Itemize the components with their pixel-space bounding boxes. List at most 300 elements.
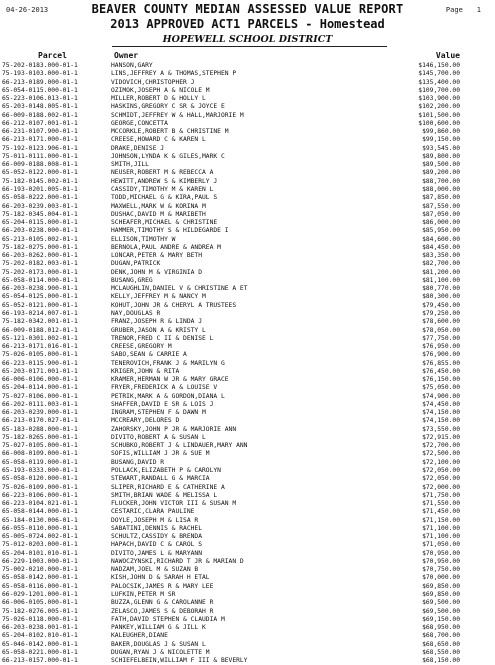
assessed-value: $80,300.00 [422,293,460,301]
owner-name: CASSIDY,TIMOTHY M & KAREN L [111,185,214,193]
assessed-value: $83,350.00 [422,252,460,260]
assessed-value: $68,700.00 [422,632,460,640]
table-row [0,533,495,541]
assessed-value: $88,000.00 [422,185,460,193]
table-row [0,450,495,458]
assessed-value: $77,750.00 [422,334,460,342]
parcel-id: 75-182-0265.000-01-1 [2,433,78,441]
table-row [0,492,495,500]
table-row [0,153,495,161]
owner-name: MILLER,ROBERT D & HOLLY L [111,95,206,103]
assessed-value: $71,750.00 [422,491,460,499]
table-row [0,178,495,186]
assessed-value: $103,900.00 [418,95,460,103]
table-row [0,302,495,310]
parcel-id: 65-203-0148.005-01-1 [2,103,78,111]
assessed-value: $86,000.00 [422,219,460,227]
assessed-value: $69,500.00 [422,599,460,607]
assessed-value: $89,800.00 [422,152,460,160]
parcel-id: 65-058-0116.000-01-1 [2,582,78,590]
assessed-value: $74,450.00 [422,400,460,408]
assessed-value: $79,450.00 [422,301,460,309]
parcel-id: 66-193-0214.007-01-1 [2,309,78,317]
owner-name: DUGAN,PATRICK [111,260,161,268]
assessed-value: $71,100.00 [422,524,460,532]
table-row [0,351,495,359]
table-row [0,112,495,120]
table-row [0,649,495,657]
owner-name: HAPACH,DAVID C & CAROL S [111,541,202,549]
table-row [0,641,495,649]
owner-name: DRAKE,DENISE J [111,144,165,152]
parcel-id: 66-213-0157.000-01-1 [2,657,78,665]
table-row [0,87,495,95]
parcel-id: 65-204-0114.000-01-1 [2,384,78,392]
owner-name: MCLAUGHLIN,DANIEL V & CHRISTINE A ET [111,285,248,293]
parcel-id: 66-213-0171.016-01-1 [2,343,78,351]
assessed-value: $76,450.00 [422,367,460,375]
owner-name: FRANZ,JOSEPH R & LINDA J [111,318,202,326]
table-row [0,459,495,467]
owner-name: BERNOLA,PAUL ANDRE & ANDREA M [111,243,221,251]
owner-name: FLUCKER,JOHN VICTOR III & SUSAN M [111,500,237,508]
owner-name: DUSHAC,DAVID M & MARIBETH [111,210,206,218]
assessed-value: $80,770.00 [422,285,460,293]
assessed-value: $71,550.00 [422,500,460,508]
owner-name: ZAHORSKY,JOHN P JR & MARJORIE ANN [111,425,237,433]
parcel-id: 65-121-0301.002-01-1 [2,334,78,342]
owner-name: PALOCSIK,JAMES R & MARY LEE [111,582,214,590]
assessed-value: $81,100.00 [422,276,460,284]
owner-name: MAXWELL,MARK W & KORINA M [111,202,206,210]
table-row [0,136,495,144]
table-row [0,161,495,169]
parcel-id: 66-009-0188.012-01-1 [2,326,78,334]
assessed-value: $78,050.00 [422,326,460,334]
owner-name: JOHNSON,LYNDA K & GILES,MARK C [111,152,225,160]
owner-name: ZELASCO,JAMES S & DEBORAH R [111,607,214,615]
parcel-id: 66-009-0188.002-01-1 [2,111,78,119]
table-row [0,583,495,591]
assessed-value: $69,500.00 [422,607,460,615]
owner-name: NAY,DOUGLAS R [111,309,161,317]
assessed-value: $85,950.00 [422,227,460,235]
owner-name: CREESE,GREGORY M [111,343,172,351]
owner-name: SLIPER,RICHARD E & CATHERINE A [111,483,225,491]
parcel-id: 65-054-0115.000-01-1 [2,86,78,94]
table-row [0,252,495,260]
table-row [0,624,495,632]
parcel-id: 66-009-0188.008-01-1 [2,161,78,169]
owner-name: HASKINS,GREGORY C SR & JOYCE E [111,103,225,111]
owner-name: POLLACK,ELIZABETH P & CAROLYN [111,467,221,475]
parcel-id: 65-058-0142.000-01-1 [2,574,78,582]
owner-name: DIVITO,JAMES L & MARYANN [111,549,202,557]
table-row [0,525,495,533]
owner-name: VIDOVICH,CHRISTOPHER J [111,78,195,86]
parcel-id: 75-026-0105.000-01-1 [2,351,78,359]
owner-name: LONCAR,PETER & MARY BETH [111,252,202,260]
assessed-value: $89,200.00 [422,169,460,177]
report-subtitle: 2013 APPROVED ACT1 PARCELS - Homestead [110,17,385,31]
table-row [0,368,495,376]
assessed-value: $69,850.00 [422,582,460,590]
parcel-id: 66-006-0105.000-01-1 [2,599,78,607]
parcel-id: 66-229-1003.000-01-1 [2,557,78,565]
assessed-value: $76,855.00 [422,359,460,367]
assessed-value: $76,900.00 [422,351,460,359]
parcel-id: 65-058-0114.000-01-1 [2,276,78,284]
owner-name: NAWOCZYNSKI,RICHARD T JR & MARIAN D [111,557,244,565]
table-row [0,657,495,665]
assessed-value: $72,700.00 [422,442,460,450]
owner-name: PETRIK,MARK A & GORDON,DIANA L [111,392,225,400]
assessed-value: $72,500.00 [422,450,460,458]
table-row [0,285,495,293]
owner-name: GEORGE,CONCETTA [111,119,168,127]
parcel-id: 75-182-0342.001-01-1 [2,318,78,326]
parcel-id: 75-027-0105.000-01-1 [2,442,78,450]
table-row [0,566,495,574]
owner-name: STEWART,RANDALL G & MARCIA [111,475,210,483]
table-row [0,335,495,343]
assessed-value: $72,915.00 [422,433,460,441]
assessed-value: $89,500.00 [422,161,460,169]
owner-name: TENEROVICH,FRANK J & MARILYN G [111,359,225,367]
table-row [0,343,495,351]
parcel-id: 65-204-0101.010-01-1 [2,549,78,557]
assessed-value: $72,050.00 [422,475,460,483]
table-row [0,203,495,211]
owner-name: MCCREARY,DELORES D [111,417,180,425]
owner-name: DOYLE,JOSEPH M & LISA R [111,516,199,524]
parcel-id: 66-193-0201.005-01-1 [2,185,78,193]
assessed-value: $75,050.00 [422,384,460,392]
parcel-id: 65-052-0121.000-01-1 [2,301,78,309]
owner-name: KRAMER,HERMAN W JR & MARY GRACE [111,376,229,384]
assessed-value: $72,100.00 [422,458,460,466]
table-row [0,293,495,301]
assessed-value: $70,950.00 [422,549,460,557]
parcel-id: 65-184-0130.006-01-1 [2,516,78,524]
assessed-value: $71,150.00 [422,516,460,524]
owner-name: FATH,DAVID STEPHEN & CLAUDIA M [111,615,225,623]
assessed-value: $79,250.00 [422,309,460,317]
table-row [0,574,495,582]
assessed-value: $146,150.00 [418,62,460,69]
table-row [0,327,495,335]
owner-name: KOHUT,JOHN JR & CHERYL A TRUSTEES [111,301,237,309]
assessed-value: $99,150.00 [422,136,460,144]
parcel-id: 75-182-0275.000-01-1 [2,243,78,251]
column-header-parcel: Parcel [38,51,67,60]
table-row [0,500,495,508]
owner-name: KISH,JOHN D & SARAH H ETAL [111,574,210,582]
owner-name: OZIMOK,JOSEPH A & NICOLE M [111,86,210,94]
owner-name: KALEUGHER,DIANE [111,632,168,640]
owner-name: BAKER,DOUGLAS J & SUSAN L [111,640,206,648]
assessed-value: $71,450.00 [422,508,460,516]
report-title: BEAVER COUNTY MEDIAN ASSESSED VALUE REPORT [91,2,404,16]
table-row [0,62,495,70]
table-row [0,219,495,227]
assessed-value: $145,700.00 [418,70,460,78]
parcel-id: 66-202-0111.003-01-1 [2,400,78,408]
parcel-id: 66-213-0171.000-01-1 [2,136,78,144]
owner-name: SHAFFER,DAVID E SR & LOIS J [111,400,214,408]
owner-name: MCCORKLE,ROBERT B & CHRISTINE M [111,128,229,136]
table-row [0,401,495,409]
table-row [0,384,495,392]
page-number: 1 [476,6,481,14]
owner-name: NADZAM,JOEL M & SUZAN B [111,566,199,574]
table-row [0,194,495,202]
assessed-value: $100,600.00 [418,119,460,127]
parcel-id: 66-203-0239.003-01-1 [2,202,78,210]
assessed-value: $74,900.00 [422,392,460,400]
parcel-id: 65-058-0144.000-01-1 [2,508,78,516]
assessed-value: $68,550.00 [422,648,460,656]
owner-name: KRIGER,JOHN & RITA [111,367,180,375]
parcel-id: 65-223-0106.013-01-1 [2,95,78,103]
assessed-value: $74,150.00 [422,417,460,425]
table-row [0,236,495,244]
owner-name: DIVITO,ROBERT A & SUSAN L [111,433,206,441]
parcel-id: 66-213-0189.000-01-1 [2,78,78,86]
assessed-value: $93,545.00 [422,144,460,152]
assessed-value: $99,860.00 [422,128,460,136]
table-row [0,442,495,450]
owner-name: BUSANG,GREG [111,276,153,284]
assessed-value: $68,650.00 [422,640,460,648]
assessed-value: $87,050.00 [422,210,460,218]
assessed-value: $76,950.00 [422,343,460,351]
parcel-id: 65-005-0724.002-01-1 [2,533,78,541]
table-row [0,95,495,103]
assessed-value: $87,850.00 [422,194,460,202]
owner-name: SABATINI,DENNIS & RACHEL [111,524,202,532]
owner-name: GRUBER,JASON A & KRISTY L [111,326,206,334]
parcel-id: 75-002-0210.000-01-1 [2,566,78,574]
parcel-id: 65-203-0171.001-01-1 [2,367,78,375]
owner-name: SMITH,JILL [111,161,149,169]
assessed-value: $82,700.00 [422,260,460,268]
parcel-id: 75-012-0203.000-01-1 [2,541,78,549]
assessed-value: $68,150.00 [422,657,460,665]
owner-name: KELLY,JEFFREY M & NANCY M [111,293,206,301]
assessed-value: $76,150.00 [422,376,460,384]
report-date: 04-26-2013 [6,6,49,14]
table-row [0,409,495,417]
title-underline [112,46,387,47]
table-row [0,318,495,326]
parcel-id: 75-026-0118.000-01-1 [2,615,78,623]
owner-name: LUFKIN,PETER M SR [111,591,176,598]
assessed-value: $71,100.00 [422,533,460,541]
assessed-value: $135,400.00 [418,78,460,86]
parcel-id: 75-182-0145.002-01-1 [2,177,78,185]
owner-name: SCHUBKO,ROBERT J & LINDAUER,MARY ANN [111,442,248,450]
table-row [0,434,495,442]
parcel-id: 75-202-0182.003-01-1 [2,260,78,268]
parcel-id: 75-182-0345.004-01-1 [2,210,78,218]
table-row [0,376,495,384]
table-row [0,591,495,599]
assessed-value: $84,450.00 [422,243,460,251]
parcel-id: 65-193-0333.000-01-1 [2,467,78,475]
table-row [0,550,495,558]
assessed-value: $87,550.00 [422,202,460,210]
table-row [0,608,495,616]
parcel-id: 65-058-0221.000-01-1 [2,648,78,656]
table-row [0,426,495,434]
assessed-value: $109,700.00 [418,86,460,94]
parcel-id: 66-203-0238.900-01-1 [2,285,78,293]
table-row [0,475,495,483]
table-row [0,310,495,318]
owner-name: BUSANG,DAVID R [111,458,165,466]
table-row [0,541,495,549]
owner-name: SABO,SEAN & CARRIE A [111,351,187,359]
owner-name: NEUSER,ROBERT M & REBECCA A [111,169,214,177]
table-row [0,360,495,368]
parcel-id: 66-223-0106.000-01-1 [2,491,78,499]
owner-name: DENK,JOHN M & VIRGINIA D [111,268,202,276]
table-row [0,145,495,153]
assessed-value: $72,000.00 [422,483,460,491]
owner-name: LINS,JEFFREY A & THOMAS,STEPHEN P [111,70,237,78]
assessed-value: $74,150.00 [422,409,460,417]
table-row [0,417,495,425]
assessed-value: $70,750.00 [422,566,460,574]
parcel-id: 75-193-0103.000-01-1 [2,70,78,78]
table-row [0,616,495,624]
table-row [0,517,495,525]
owner-name: CREESE,HOWARD C & KAREN L [111,136,206,144]
parcel-id: 65-058-0120.000-01-1 [2,475,78,483]
parcel-id: 75-202-0183.000-01-1 [2,62,78,69]
table-row [0,558,495,566]
owner-name: TODD,MICHAEL G & KIRA,PAUL S [111,194,218,202]
parcel-id: 65-204-0102.010-01-1 [2,632,78,640]
owner-name: CESTARIC,CLARA PAULINE [111,508,195,516]
parcel-id: 66-223-0104.021-01-1 [2,500,78,508]
table-row [0,227,495,235]
parcel-id: 75-011-0111.000-01-1 [2,152,78,160]
table-row [0,277,495,285]
owner-name: SMITH,BRIAN WADE & MELISSA L [111,491,218,499]
owner-name: SOFIS,WILLIAM J JR & SUE M [111,450,210,458]
table-row [0,599,495,607]
parcel-id: 66-203-0239.000-01-1 [2,409,78,417]
owner-name: SCHIEFELBEIN,WILLIAM F III & BEVERLY [111,657,248,665]
parcel-id: 65-183-0288.000-01-1 [2,425,78,433]
table-row [0,120,495,128]
assessed-value: $70,950.00 [422,557,460,565]
owner-name: TRENOR,FRED C II & DENISE L [111,334,214,342]
assessed-value: $72,050.00 [422,467,460,475]
table-row [0,211,495,219]
parcel-id: 66-029-1201.000-01-1 [2,591,78,598]
parcel-id: 66-231-0107.900-01-1 [2,128,78,136]
parcel-id: 75-202-0173.000-01-1 [2,268,78,276]
parcel-id: 65-204-0115.000-01-1 [2,219,78,227]
owner-name: HEWITT,ANDREW S & KIMBERLY J [111,177,218,185]
parcel-id: 65-052-0122.000-01-1 [2,169,78,177]
assessed-value: $101,500.00 [418,111,460,119]
assessed-value: $69,150.00 [422,615,460,623]
assessed-value: $68,950.00 [422,624,460,632]
assessed-value: $69,850.00 [422,591,460,598]
parcel-id: 65-058-0222.000-01-1 [2,194,78,202]
owner-name: HAMMER,TIMOTHY S & HILDEGARDE I [111,227,229,235]
assessed-value: $88,700.00 [422,177,460,185]
table-row [0,393,495,401]
parcel-id: 65-213-0105.002-01-1 [2,235,78,243]
table-row [0,484,495,492]
parcel-id: 66-213-0170.027-01-1 [2,417,78,425]
owner-name: DUGAN,RYAN J & NICOLETTE M [111,648,210,656]
parcel-id: 66-006-0106.000-01-1 [2,376,78,384]
table-row [0,244,495,252]
column-header-owner: Owner [114,51,139,60]
parcel-id: 65-058-0119.000-01-1 [2,458,78,466]
parcel-id: 66-212-0107.001-01-1 [2,119,78,127]
owner-name: PANKEY,WILLIAM G & JILL K [111,624,206,632]
assessed-value: $102,200.00 [418,103,460,111]
table-row [0,103,495,111]
parcel-table [0,62,495,665]
assessed-value: $78,600.00 [422,318,460,326]
table-row [0,269,495,277]
owner-name: SCHULTZ,CASSIDY & BRENDA [111,533,202,541]
table-row [0,186,495,194]
owner-name: ELLISON,TIMOTHY W [111,235,176,243]
owner-name: FRYER,FREDERICK A & LOUISE V [111,384,218,392]
parcel-id: 65-054-0125.000-01-1 [2,293,78,301]
table-row [0,467,495,475]
parcel-id: 75-026-0109.000-01-1 [2,483,78,491]
parcel-id: 75-027-0106.000-01-1 [2,392,78,400]
owner-name: SCHEAFER,MICHAEL & CHRISTINE [111,219,218,227]
table-row [0,70,495,78]
table-row [0,260,495,268]
parcel-id: 75-182-0276.005-01-1 [2,607,78,615]
column-header-value: Value [435,51,460,60]
assessed-value: $84,600.00 [422,235,460,243]
owner-name: INGRAM,STEPHEN F & DAWN M [111,409,206,417]
owner-name: SCHMIDT,JEFFREY W & HALL,MARJORIE M [111,111,244,119]
page-label: Page [445,6,463,14]
assessed-value: $81,200.00 [422,268,460,276]
parcel-id: 65-046-0142.000-01-1 [2,640,78,648]
assessed-value: $73,550.00 [422,425,460,433]
parcel-id: 75-192-0123.906-01-1 [2,144,78,152]
table-row [0,508,495,516]
table-row [0,169,495,177]
school-district-title: HOPEWELL SCHOOL DISTRICT [162,34,333,45]
parcel-id: 66-203-0238.000-01-1 [2,227,78,235]
assessed-value: $70,000.00 [422,574,460,582]
owner-name: HANSON,GARY [111,62,153,69]
parcel-id: 66-223-0115.900-01-1 [2,359,78,367]
assessed-value: $71,050.00 [422,541,460,549]
parcel-id: 66-203-0262.000-01-1 [2,252,78,260]
table-row [0,632,495,640]
parcel-id: 66-008-0109.000-01-1 [2,450,78,458]
table-row [0,128,495,136]
parcel-id: 66-203-0238.001-01-1 [2,624,78,632]
